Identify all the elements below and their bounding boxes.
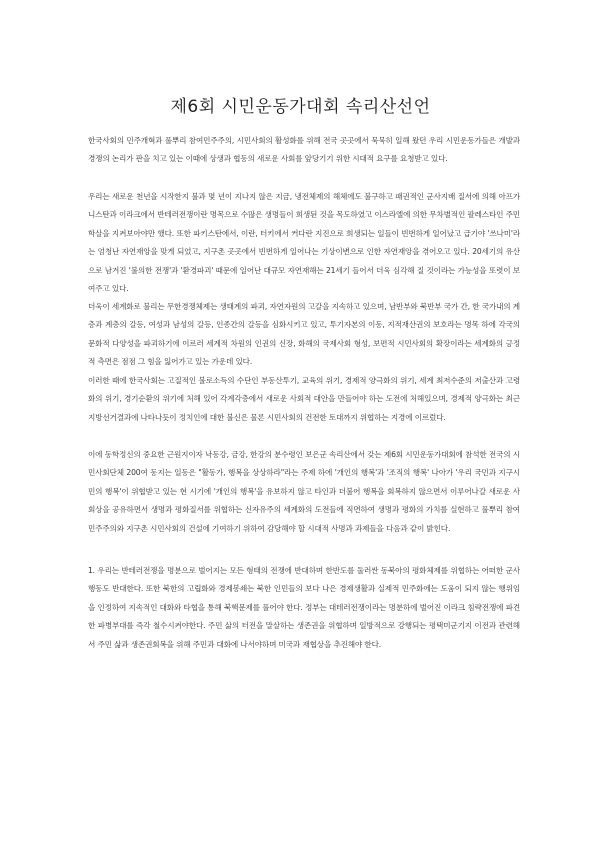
paragraph-declaration: 이에 동학정신의 중요한 근원지이자 낙동강, 금강, 한강의 분수령인 보은군 속리산에서 갖는 제6회 시민운동가대회에 참석한 전국의 시민사회단체 200여 동지는 일동은 "활동가, 행복을 상상하라"라는 주제 하에 '개인의 행복'과 '조직의 행복' 나아가 '우리 국민과 지구시민의 행복'이 위협받고 있는 현 시기에 '개인의 행복'을 유보하지 않고 타인과 더불어 행복을 회복하지 않으면서 이루어나갈 새로운 사회상을 공유하면서 생명과 평화질서를 위협하는 신자유주의 세계화의 도전들에 직면하여 생명과 평화의 가치를 실현하고 풀뿌리 참여민주주의와 지구촌 시민사회의 건설에 기여하기 위하여 감당해야 할 시대적 사명과 과제들을 다음과 같이 밝힌다. [88,450,520,533]
page-title: 제6회 시민운동가대회 속리산선언 [170,97,431,117]
paragraph-globalization: 더욱이 세계화로 불리는 무한경쟁체제는 생태계의 파괴, 자연자원의 고갈을 지속하고 있으며, 남반부와 북반부 국가 간, 한 국가내의 계층과 계층의 갈등, 여성과 남성의 갈등, 인종간의 갈등을 심화시키고 있고, 투기자본의 이동, 지적재산권의 보호라는 명목 하에 각국의 문화적 다양성을 파괴하기에 이르러 세계적 차원의 인권의 신장, 화해의 국제사회 형성, 보편적 시민사회의 확장이라는 세계화의 긍정적 측면은 점점 그 힘을 잃어가고 있는 가운데 있다. [88,302,520,367]
paragraph-intro: 한국사회의 민주개혁과 풀뿌리 참여민주주의, 시민사회의 활성화를 위해 전국 곳곳에서 묵묵히 일해 왔던 우리 시민운동가들은 개발과 경쟁의 논리가 판을 치고 있는 이때에 상생과 협동의 새로운 사회를 앞당기기 위한 시대적 요구를 요청받고 있다. [88,136,520,164]
paragraph-korean-society: 이러한 때에 한국사회는 고질적인 불로소득의 수단인 부동산투기, 교육의 위기, 경제적 양극화의 위기, 세계 최저수준의 저출산과 고령화의 위기, 경기순환의 위기에 처해 있어 각계각층에서 새로운 사회적 대안을 만들어야 하는 도전에 처해있으며, 경제적 양극화는 최근 지방선거결과에 나타나듯이 정치인에 대한 불신은 물론 시민사회의 건전한 토대까지 위협하는 지경에 이르렀다. [88,376,520,422]
paragraph-item-1: 1. 우리는 반테러전쟁을 명분으로 벌어지는 모든 형태의 전쟁에 반대하며 한반도를 둘러싼 동북아의 평화체제를 위협하는 어떠한 군사행동도 반대한다. 또한 북한의 고립화와 경제봉쇄는 북한 인민들의 보다 나은 경제생활과 실제적 민주화에는 도움이 되지 않는 행위임을 인정하여 지속적인 대화와 타협을 통해 북핵문제를 풀어야 한다. 정부는 대테러전쟁이라는 명분하에 벌어진 이라크 침략전쟁에 파견한 파병부대를 즉각 철수시켜야한다. 주민 삶의 터전을 말살하는 생존권을 위협하며 일방적으로 강행되는 평택미군기지 이전과 관련해서 주민 삶과 생존권회복을 위해 주민과 대화에 나서야하며 미국과 재협상을 추진해야 한다. [88,566,520,649]
paragraph-world-crisis: 우리는 새로운 천년을 시작한지 불과 몇 년이 지나지 않은 지금, 냉전체제의 해체에도 불구하고 패권적인 군사지배 질서에 의해 아프가니스탄과 이라크에서 반테러전쟁이란 명목으로 수많은 생명들이 희생된 것을 목도하였고 이스라엘에 의한 무차별적인 팔레스타인 주민학살을 지켜보아야만 했다. 또한 파키스탄에서, 이란, 터키에서 커다란 지진으로 희생되는 일들이 빈번하게 일어났고 급기야 '쓰나미'라는 엄청난 자연재앙을 맞게 되었고, 지구촌 곳곳에서 빈번하게 일어나는 기상이변으로 인한 자연재앙을 겪어오고 있다. 20세기의 유산으로 남겨진 '불의한 전쟁'과 '환경파괴' 때문에 일어난 대규모 자연재해는 21세기 들어서 더욱 심각해 질 것이라는 가능성을 또렷이 보여주고 있다. [88,192,520,294]
